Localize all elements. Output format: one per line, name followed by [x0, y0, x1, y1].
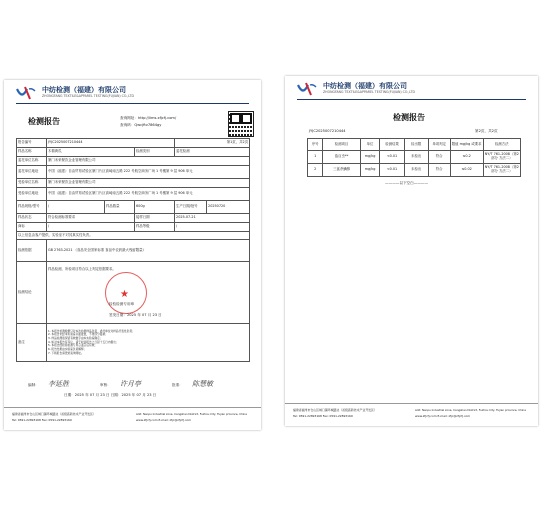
conclusion-cell: [47, 262, 250, 324]
cell-label: 检测依据: [17, 240, 47, 262]
column-header: 序号: [308, 139, 323, 151]
table-header-row: [308, 139, 521, 151]
query-site: 查询网址：http://lims.xfjcfj.com/: [120, 116, 177, 120]
column-header: 限值 mg/kg 或要求: [450, 139, 483, 151]
trademark: /: [47, 223, 135, 232]
table-cell: ≤0.2: [450, 151, 483, 164]
query-code: 查询码：Qwcjftv7864gy: [120, 123, 162, 127]
remark-line: 7. 下载报告请登录查询网址。: [48, 350, 84, 355]
table-cell: 符合: [428, 164, 450, 177]
table-row: [17, 201, 250, 214]
cell-label: 样品数量: [105, 201, 135, 214]
report-page-1: [4, 80, 261, 430]
remarks: [47, 324, 250, 362]
cell-label: 样品规格/型号: [17, 201, 47, 214]
column-header: 单项判定: [428, 139, 450, 151]
footer-web: www.zfjcfj.com E-mail: zfjc@zfjcfj.com: [136, 418, 192, 422]
signature-compiler: 李延胜: [48, 380, 69, 388]
cell-label: 报告编号: [17, 139, 47, 148]
stamp-star-icon: ★: [120, 289, 129, 300]
cell-label: 受检单位地址: [17, 188, 47, 201]
signature-dates: 日期：2025 年 07 月 23 日 日期：2025 年 07 月 23 日: [64, 393, 157, 397]
page-count: 第2页，共2页: [475, 129, 498, 133]
footer-address-en: Add: Nanpu Industrial zone, Cangshan District, Fuzhou City, Fujian province, China: [415, 408, 526, 412]
table-row: [17, 214, 250, 223]
table-cell: <0.01: [380, 164, 404, 177]
column-header: 检测结果: [380, 139, 404, 151]
report-number: JYJC2025007210444: [309, 129, 346, 133]
table-row: [17, 157, 250, 166]
remark-line: 3. 样品检测值保留有效数字由本实验室确定；: [48, 336, 103, 341]
column-header: 检出限: [404, 139, 428, 151]
report-page-2: [285, 76, 538, 426]
sample-state: 符合检测标准要求: [47, 214, 135, 223]
table-cell: 1: [308, 151, 323, 164]
footer-address-en: Add: Nanpu Industrial zone, Cangshan District, Fuzhou City, Fujian province, China: [136, 412, 247, 416]
receipt-date: 2025-07-21: [175, 214, 250, 223]
table-row: [308, 164, 521, 177]
table-cell: NY/T 761-2008（第2部分 方法二）: [483, 164, 520, 177]
cell-label: 商标: [17, 223, 47, 232]
footer-address-cn: 福建省福州市仓山区城门镇环城路边（省级高新技术产业开发区）: [12, 412, 96, 416]
company-logo-icon: [297, 82, 317, 96]
sample-model: /: [47, 201, 105, 214]
table-row: [17, 139, 250, 148]
cell-label: 生产日期/批号: [175, 201, 207, 214]
header-rule: [297, 99, 526, 100]
table-cell: NY/T 761-2008（第2部分 方法二）: [483, 151, 520, 164]
cell-label: 检测类别: [135, 148, 175, 157]
company-name-cn: 中纺检测（福建）有限公司: [323, 82, 407, 90]
table-row: [17, 188, 250, 201]
test-conclusion: 样品检测，所检项目符合以上判定依据要求。: [48, 267, 116, 271]
remark-line: 6. 报告结果由实验室负责解释；: [48, 346, 87, 351]
remark-line: 5. 本报告经检验检测专用章盖章后有效；: [48, 343, 98, 348]
table-cell: 符合: [428, 151, 450, 164]
header-rule: [16, 103, 249, 104]
client-name: 厦门禾荣餐饮企业管理有限公司: [47, 157, 250, 166]
qr-code-icon: [228, 111, 254, 137]
company-name-en: ZHONGFANG TEXTILE&APPAREL TESTING(FUJIAN) CO.,LTD: [42, 94, 135, 98]
table-cell: 敌百虫**: [323, 151, 360, 164]
company-name-cn: 中纺检测（福建）有限公司: [42, 86, 126, 94]
remark-line: 4. 如对本报告有异议，请于收到报告之日起十五日内提出；: [48, 339, 119, 344]
remark-line: 1. 本报告检测数据只对本次检测样品负责，委托单位对样品代表性负责；: [48, 328, 135, 333]
company-header: [4, 80, 261, 102]
column-header: 单位: [360, 139, 380, 151]
sample-quantity: 600g: [135, 201, 175, 214]
footer-address-cn: 福建省福州市仓山区城门镇环城路边（省级高新技术产业开发区）: [293, 408, 377, 412]
sample-grade: /: [175, 223, 250, 232]
table-row: [17, 240, 250, 262]
company-name-en: ZHONGFANG TEXTILE&APPAREL TESTING(FUJIAN) CO.,LTD: [323, 90, 416, 94]
test-category: 委托检测: [175, 148, 250, 157]
sign-date: 签发日期：2025 年 07 月 23 日: [109, 313, 162, 317]
page-count: 第1页，共2页: [175, 139, 250, 148]
table-cell: 2: [308, 164, 323, 177]
test-basis: GB 2763-2021 《食品安全国家标准 食品中农药最大残留限量》: [47, 240, 250, 262]
cell-label: 受检单位名称: [17, 179, 47, 188]
client-notice: 以上信息由客户提供，实验室不对其真实性负责。: [17, 232, 250, 240]
inspected-address: 中国（福建）自由贸易试验区厦门片区高崎南五路 222 号航空商务广场 1 号楼第 9 层 906 单元: [47, 188, 250, 201]
cell-label: 样品等级: [135, 223, 175, 232]
page-footer: [4, 407, 261, 430]
sample-name: 木棉黄瓜: [47, 148, 135, 157]
table-cell: mg/kg: [360, 164, 380, 177]
table-row: [17, 324, 250, 362]
signature-approver: 陈慧敏: [192, 380, 213, 388]
table-cell: 未检出: [404, 151, 428, 164]
column-header: 检测方法: [483, 139, 520, 151]
cell-label: 委托单位地址: [17, 166, 47, 179]
table-cell: 未检出: [404, 164, 428, 177]
table-row: [17, 223, 250, 232]
table-row: [17, 179, 250, 188]
cell-label: 样品名称: [17, 148, 47, 157]
table-row: [17, 148, 250, 157]
table-cell: mg/kg: [360, 151, 380, 164]
table-row: [17, 166, 250, 179]
column-header: 检测项目: [323, 139, 360, 151]
cell-label: 样品状态: [17, 214, 47, 223]
remark-line: 2. 本报告未经本实验室书面批准，不得部分复制；: [48, 332, 108, 337]
footer-tel: Tel: 0591-22893168 Fax: 0591-22893169: [293, 414, 353, 418]
table-cell: 三氯杀螨醇: [323, 164, 360, 177]
table-row: [17, 232, 250, 240]
page-title: 检测报告: [28, 117, 60, 126]
results-table: [307, 138, 521, 177]
table-cell: ≤0.02: [450, 164, 483, 177]
page-title: 检测报告: [393, 113, 425, 122]
cell-label: 接样日期: [135, 214, 175, 223]
footer-web: www.zfjcfj.com E-mail: zfjc@zfjcfj.com: [415, 414, 471, 418]
end-of-report-mark: ————以下空白————: [385, 181, 429, 185]
cell-label: 委托单位名称: [17, 157, 47, 166]
cell-label: 备注: [17, 324, 47, 362]
signer-role: 批准：: [172, 383, 183, 387]
signature-reviewer: 许月亭: [120, 380, 141, 388]
footer-tel: Tel: 0591-22893168 Fax: 0591-22893169: [12, 418, 72, 422]
cell-label: 检测结论: [17, 262, 47, 324]
inspected-name: 厦门禾荣餐饮企业管理有限公司: [47, 179, 250, 188]
client-address: 中国（福建）自由贸易试验区厦门片区高崎南五路 222 号航空商务广场 1 号楼第 9 层 906 单元: [47, 166, 250, 179]
table-row: [17, 262, 250, 324]
signer-role: 编制：: [28, 383, 39, 387]
batch-number: 20250720: [207, 201, 250, 214]
stamp-text: 检验检测专用章: [109, 302, 135, 306]
table-cell: <0.01: [380, 151, 404, 164]
sample-info-table: [16, 138, 250, 362]
report-number: JYJC2025007210444: [47, 139, 175, 148]
signer-role: 审核：: [100, 383, 111, 387]
company-logo-icon: [16, 86, 36, 100]
page-footer: [285, 403, 538, 426]
company-header: [285, 76, 538, 98]
table-row: [308, 151, 521, 164]
